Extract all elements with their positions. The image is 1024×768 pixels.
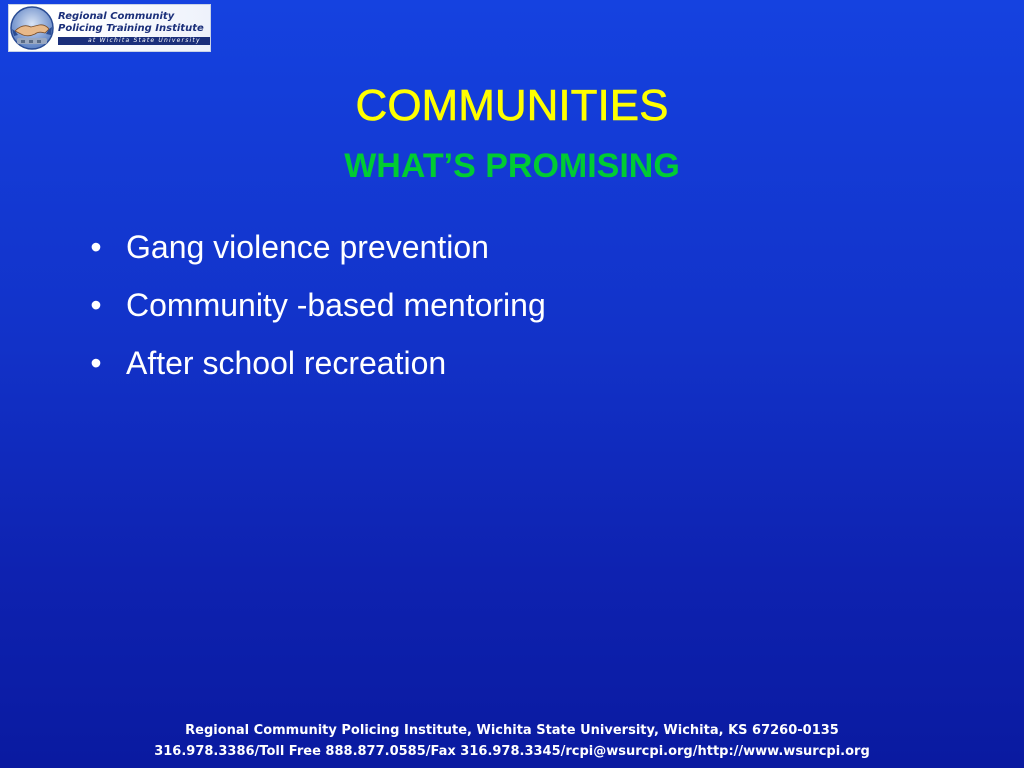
bullet-marker: • <box>90 345 102 381</box>
bullet-text: Community -based mentoring <box>126 287 546 323</box>
slide-subtitle: WHAT’S PROMISING <box>344 147 680 185</box>
footer-address: Regional Community Policing Institute, Wichita State University, Wichita, KS 67260-0135 <box>185 723 839 738</box>
handshake-icon <box>9 5 55 51</box>
logo-line-1: Regional Community <box>58 11 175 22</box>
slide-title: COMMUNITIES <box>355 81 669 130</box>
rcpi-logo <box>8 4 211 52</box>
footer <box>0 720 1024 762</box>
bullet-text: After school recreation <box>126 345 447 381</box>
bullet-text: Gang violence prevention <box>126 229 489 265</box>
logo-text <box>55 5 210 51</box>
logo-line-3: at Wichita State University <box>58 37 210 45</box>
logo-line-2: Policing Training Institute <box>58 23 204 34</box>
list-item <box>86 228 546 286</box>
bullet-marker: • <box>90 287 102 323</box>
bullet-list <box>86 228 546 402</box>
list-item <box>86 344 546 402</box>
footer-contact: 316.978.3386/Toll Free 888.877.0585/Fax 316.978.3345/rcpi@wsurcpi.org/http://www.wsurcpi.org <box>154 744 870 759</box>
list-item <box>86 286 546 344</box>
bullet-marker: • <box>90 229 102 265</box>
